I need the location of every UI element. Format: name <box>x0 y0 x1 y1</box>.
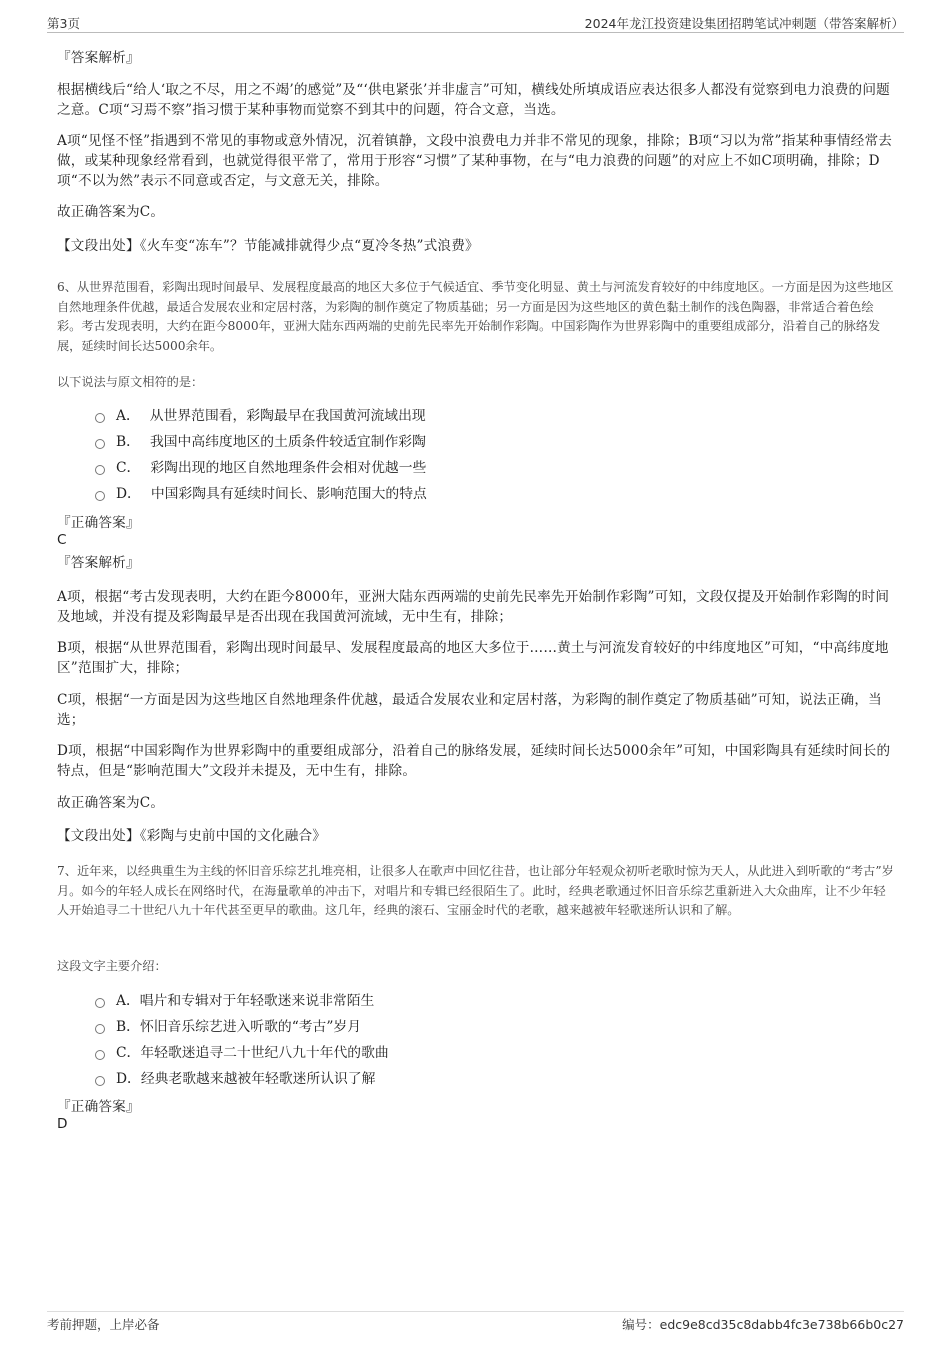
radio-icon[interactable] <box>95 1076 105 1086</box>
q5-analysis-paragraph-1: 根据横线后“给人‘取之不尽，用之不竭’的感觉”及“‘供电紧张’并非虚言”可知，横线处所填成语应表达很多人都没有觉察到电力浪费的问题之意。C项“习焉不察”指习惯于某种事物而觉察不到其中的问题，符合文意，当选。 <box>57 82 890 118</box>
radio-icon[interactable] <box>95 491 105 501</box>
q5-conclusion: 故正确答案为C。 <box>57 204 165 220</box>
option-text: 彩陶出现的地区自然地理条件会相对优越一些 <box>150 460 427 476</box>
radio-icon[interactable] <box>95 413 105 423</box>
footer-divider <box>47 1311 904 1312</box>
option-text: 经典老歌越来越被年轻歌迷所认识了解 <box>140 1071 376 1087</box>
q6-stem: 6、从世界范围看，彩陶出现时间最早、发展程度最高的地区大多位于气候适宜、季节变化明显、黄土与河流发育较好的中纬度地区。一方面是因为这些地区自然地理条件优越，最适合发展农业和定居村落，为彩陶的制作奠定了物质基础；另一方面是因为这些地区的黄色黏土制作的浅色陶器，非常适合着色绘彩。考古发现表明，大约在距今8000年，亚洲大陆东西两端的史前先民率先开始制作彩陶。中国彩陶作为世界彩陶中的重要组成部分，沿着自己的脉络发展，延续时间长达5000余年。 <box>57 280 894 353</box>
option-text: 怀旧音乐综艺进入听歌的“考古”岁月 <box>139 1019 361 1035</box>
option-letter: B． <box>116 434 140 450</box>
option-letter: A． <box>116 408 140 424</box>
option-text: 唱片和专辑对于年轻歌迷来说非常陌生 <box>139 993 375 1009</box>
radio-icon[interactable] <box>95 465 105 475</box>
option-letter: A． <box>116 993 140 1009</box>
option-letter: C． <box>116 1045 141 1061</box>
radio-icon[interactable] <box>95 439 105 449</box>
q6-prompt: 以下说法与原文相符的是： <box>57 375 204 389</box>
q6-source: 【文段出处】《彩陶与史前中国的文化融合》 <box>57 828 327 844</box>
radio-icon[interactable] <box>95 998 105 1008</box>
option-letter: D． <box>116 1071 141 1087</box>
q6-analysis-label: 『答案解析』 <box>57 555 140 571</box>
q7-answer-label: 『正确答案』 <box>57 1099 140 1115</box>
option-text: 从世界范围看，彩陶最早在我国黄河流域出现 <box>149 408 426 424</box>
q7-option-b[interactable] <box>95 1017 361 1037</box>
option-text: 中国彩陶具有延续时间长、影响范围大的特点 <box>150 486 427 502</box>
q6-analysis-c: C项，根据“一方面是因为这些地区自然地理条件优越，最适合发展农业和定居村落，为彩陶的制作奠定了物质基础”可知，说法正确，当选； <box>57 692 882 728</box>
q6-option-c[interactable] <box>95 458 426 478</box>
page-number: 第3页 <box>47 16 80 31</box>
footer-serial: 编号：edc9e8cd35c8dabb4fc3e738b66b0c27 <box>622 1317 904 1332</box>
q6-answer: C <box>57 532 67 548</box>
q5-analysis-paragraph-2: A项“见怪不怪”指遇到不常见的事物或意外情况，沉着镇静，文段中浪费电力并非不常见的现象，排除；B项“习以为常”指某种事情经常去做，或某种现象经常看到，也就觉得很平常了，常用于形容“习惯”了某种事物，在与“电力浪费的问题”的对应上不如C项明确，排除；D项“不以为然”表示不同意或否定，与文意无关，排除。 <box>57 133 893 189</box>
q6-option-a[interactable] <box>95 406 426 426</box>
q6-answer-label: 『正确答案』 <box>57 515 140 531</box>
footer-slogan: 考前押题，上岸必备 <box>47 1317 160 1332</box>
option-letter: D． <box>116 486 141 502</box>
q7-option-a[interactable] <box>95 991 374 1011</box>
q7-stem: 7、近年来，以经典重生为主线的怀旧音乐综艺扎堆亮相，让很多人在歌声中回忆往昔，也让部分年轻观众初听老歌时惊为天人，从此进入到听歌的“考古”岁月。如今的年轻人成长在网络时代，在海量歌单的冲击下，对唱片和专辑已经很陌生了。此时，经典老歌通过怀旧音乐综艺重新进入大众曲库，让不少年轻人开始追寻二十世纪八九十年代甚至更早的歌曲。这几年，经典的滚石、宝丽金时代的老歌，越来越被年轻歌迷所认识和了解。 <box>57 864 894 917</box>
radio-icon[interactable] <box>95 1050 105 1060</box>
q5-analysis-label: 『答案解析』 <box>57 50 140 66</box>
radio-icon[interactable] <box>95 1024 105 1034</box>
q7-answer: D <box>57 1116 68 1132</box>
q5-source: 【文段出处】《火车变“冻车”？节能减排就得少点“夏冷冬热”式浪费》 <box>57 238 479 254</box>
q6-option-b[interactable] <box>95 432 426 452</box>
q6-conclusion: 故正确答案为C。 <box>57 795 165 811</box>
option-text: 年轻歌迷追寻二十世纪八九十年代的歌曲 <box>140 1045 389 1061</box>
header-divider <box>47 32 904 33</box>
option-text: 我国中高纬度地区的土质条件较适宜制作彩陶 <box>149 434 426 450</box>
q6-option-d[interactable] <box>95 484 427 504</box>
q7-prompt: 这段文字主要介绍： <box>57 959 167 973</box>
q7-option-c[interactable] <box>95 1043 389 1063</box>
option-letter: C． <box>116 460 141 476</box>
q6-analysis-b: B项，根据“从世界范围看，彩陶出现时间最早、发展程度最高的地区大多位于……黄土与河流发育较好的中纬度地区”可知，“中高纬度地区”范围扩大，排除； <box>57 640 889 676</box>
option-letter: B． <box>116 1019 140 1035</box>
q6-analysis-a: A项，根据“考古发现表明，大约在距今8000年，亚洲大陆东西两端的史前先民率先开始制作彩陶”可知，文段仅提及开始制作彩陶的时间及地域，并没有提及彩陶最早是否出现在我国黄河流域，无中生有，排除； <box>57 589 890 625</box>
document-title: 2024年龙江投资建设集团招聘笔试冲刺题（带答案解析） <box>584 16 904 31</box>
q6-analysis-d: D项，根据“中国彩陶作为世界彩陶中的重要组成部分，沿着自己的脉络发展，延续时间长达5000余年”可知，中国彩陶具有延续时间长的特点，但是“影响范围大”文段并未提及，无中生有，排除。 <box>57 743 891 779</box>
q7-option-d[interactable] <box>95 1069 375 1089</box>
